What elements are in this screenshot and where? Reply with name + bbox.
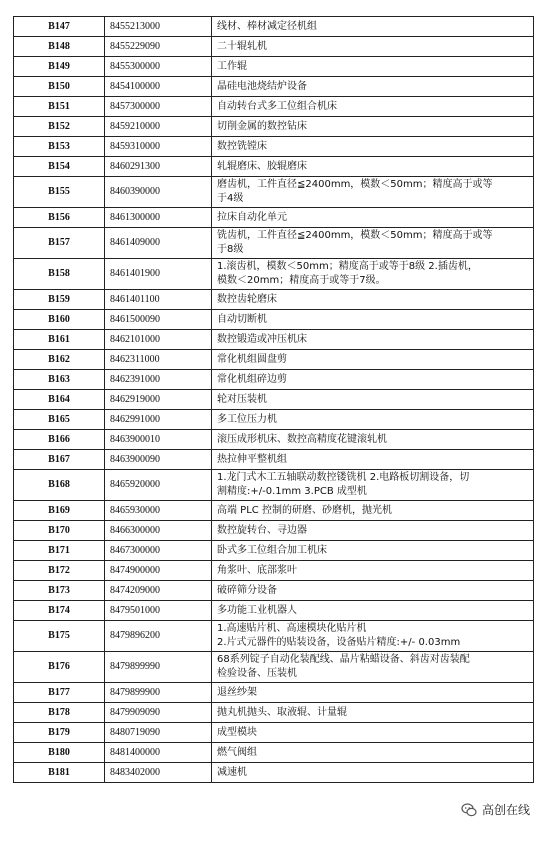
table-row — [14, 703, 534, 723]
item-description — [212, 652, 534, 683]
table-row — [14, 541, 534, 561]
hs-code: 8461401100 — [105, 290, 212, 310]
hs-code: 8474900000 — [105, 561, 212, 581]
item-description — [212, 330, 534, 350]
item-description — [212, 723, 534, 743]
item-description — [212, 228, 534, 259]
description-line: 卧式多工位组合加工机床 — [217, 544, 327, 556]
table-row — [14, 350, 534, 370]
description-line: 68系列锭子自动化装配线、晶片粘蜡设备、斜齿对齿装配 — [217, 654, 470, 665]
table-row — [14, 310, 534, 330]
table-row — [14, 763, 534, 783]
description-line: 抛丸机抛头、取液辊、计量辊 — [217, 706, 347, 718]
item-description — [212, 157, 534, 177]
hs-code: 8462991000 — [105, 410, 212, 430]
hs-code: 8457300000 — [105, 97, 212, 117]
item-id: B160 — [14, 310, 105, 330]
hs-code: 8465920000 — [105, 470, 212, 501]
item-id: B165 — [14, 410, 105, 430]
hs-code: 8479909090 — [105, 703, 212, 723]
item-id: B163 — [14, 370, 105, 390]
item-id: B149 — [14, 57, 105, 77]
hs-code: 8483402000 — [105, 763, 212, 783]
hs-code: 8459310000 — [105, 137, 212, 157]
description-line: 自动切断机 — [217, 313, 267, 325]
item-id: B178 — [14, 703, 105, 723]
item-id: B168 — [14, 470, 105, 501]
description-line: 常化机组圆盘剪 — [217, 353, 287, 365]
description-line: 数控锻造或冲压机床 — [217, 333, 307, 345]
description-line: 轧辊磨床、胶辊磨床 — [217, 160, 307, 172]
table-row — [14, 743, 534, 763]
item-id: B164 — [14, 390, 105, 410]
description-line: 二十辊轧机 — [217, 40, 267, 52]
item-description — [212, 117, 534, 137]
item-description — [212, 37, 534, 57]
table-row — [14, 177, 534, 208]
hs-code: 8474209000 — [105, 581, 212, 601]
table-row — [14, 290, 534, 310]
item-id: B147 — [14, 17, 105, 37]
table-row — [14, 330, 534, 350]
item-id: B181 — [14, 763, 105, 783]
item-description — [212, 561, 534, 581]
description-line: 数控齿轮磨床 — [217, 293, 277, 305]
description-line: 模数＜20mm；精度高于或等于7级。 — [217, 275, 386, 286]
description-line: 检验设备、压装机 — [217, 668, 297, 679]
description-line: 于4级 — [217, 193, 244, 204]
description-line: 燃气阀组 — [217, 746, 257, 758]
item-description — [212, 350, 534, 370]
table-row — [14, 601, 534, 621]
item-description — [212, 601, 534, 621]
table-row — [14, 208, 534, 228]
description-line: 多工位压力机 — [217, 413, 277, 425]
hs-code: 8463900010 — [105, 430, 212, 450]
table-row — [14, 450, 534, 470]
item-description — [212, 430, 534, 450]
hs-code: 8479501000 — [105, 601, 212, 621]
description-line: 角浆叶、底部浆叶 — [217, 564, 297, 576]
description-line: 拉床自动化单元 — [217, 211, 287, 223]
description-line: 2.片式元器件的贴装设备，设备贴片精度:+/- 0.03mm — [217, 637, 461, 648]
description-line: 减速机 — [217, 766, 247, 778]
item-description — [212, 97, 534, 117]
item-id: B166 — [14, 430, 105, 450]
item-id: B174 — [14, 601, 105, 621]
item-id: B158 — [14, 259, 105, 290]
watermark-text: 高创在线 — [481, 803, 530, 817]
item-description — [212, 521, 534, 541]
equipment-table — [13, 16, 534, 783]
item-description — [212, 703, 534, 723]
item-description — [212, 683, 534, 703]
hs-code: 8459210000 — [105, 117, 212, 137]
item-description — [212, 621, 534, 652]
description-line: 1.滚齿机，模数＜50mm；精度高于或等于8级 2.插齿机， — [217, 261, 478, 272]
item-description — [212, 390, 534, 410]
hs-code: 8461500090 — [105, 310, 212, 330]
hs-code: 8481400000 — [105, 743, 212, 763]
table-row — [14, 652, 534, 683]
item-id: B177 — [14, 683, 105, 703]
item-id: B175 — [14, 621, 105, 652]
hs-code: 8463900090 — [105, 450, 212, 470]
hs-code: 8455229090 — [105, 37, 212, 57]
item-description — [212, 57, 534, 77]
item-description — [212, 290, 534, 310]
item-id: B173 — [14, 581, 105, 601]
description-line: 破碎筛分设备 — [217, 584, 277, 596]
description-line: 晶硅电池烧结炉设备 — [217, 80, 307, 92]
table-row — [14, 97, 534, 117]
hs-code: 8479896200 — [105, 621, 212, 652]
table-row — [14, 157, 534, 177]
table-row — [14, 581, 534, 601]
item-description — [212, 450, 534, 470]
item-description — [212, 410, 534, 430]
description-line: 1.龙门式木工五轴联动数控镂铣机 2.电路板切割设备，切 — [217, 472, 470, 483]
item-id: B148 — [14, 37, 105, 57]
item-id: B151 — [14, 97, 105, 117]
item-description — [212, 208, 534, 228]
hs-code: 8479899900 — [105, 683, 212, 703]
table-row — [14, 117, 534, 137]
description-line: 磨齿机，工件直径≦2400mm，模数＜50mm；精度高于或等 — [217, 179, 493, 190]
description-line: 热拉伸平整机组 — [217, 453, 287, 465]
item-id: B179 — [14, 723, 105, 743]
item-description — [212, 259, 534, 290]
hs-code: 8460291300 — [105, 157, 212, 177]
item-description — [212, 77, 534, 97]
description-line: 自动转台式多工位组合机床 — [217, 100, 337, 112]
item-id: B169 — [14, 501, 105, 521]
hs-code: 8454100000 — [105, 77, 212, 97]
description-line: 数控旋转台、寻边器 — [217, 524, 307, 536]
hs-code: 8480719090 — [105, 723, 212, 743]
item-description — [212, 137, 534, 157]
description-line: 线材、棒材减定径机组 — [217, 20, 317, 32]
item-description — [212, 501, 534, 521]
table-row — [14, 17, 534, 37]
item-description — [212, 541, 534, 561]
description-line: 轮对压装机 — [217, 393, 267, 405]
hs-code: 8461409000 — [105, 228, 212, 259]
table-row — [14, 501, 534, 521]
item-id: B159 — [14, 290, 105, 310]
hs-code: 8455213000 — [105, 17, 212, 37]
item-id: B180 — [14, 743, 105, 763]
item-description — [212, 370, 534, 390]
hs-code: 8462391000 — [105, 370, 212, 390]
description-line: 高端 PLC 控制的研磨、砂磨机，抛光机 — [217, 504, 392, 516]
hs-code: 8466300000 — [105, 521, 212, 541]
hs-code: 8479899990 — [105, 652, 212, 683]
watermark — [457, 799, 534, 820]
hs-code: 8462919000 — [105, 390, 212, 410]
table-row — [14, 723, 534, 743]
item-id: B150 — [14, 77, 105, 97]
description-line: 于8级 — [217, 244, 244, 255]
description-line: 数控铣镗床 — [217, 140, 267, 152]
table-row — [14, 561, 534, 581]
table-row — [14, 37, 534, 57]
table-row — [14, 521, 534, 541]
table-body — [14, 17, 534, 783]
table-row — [14, 430, 534, 450]
description-line: 常化机组碎边剪 — [217, 373, 287, 385]
table-row — [14, 410, 534, 430]
item-id: B155 — [14, 177, 105, 208]
item-description — [212, 470, 534, 501]
item-id: B156 — [14, 208, 105, 228]
table-row — [14, 683, 534, 703]
description-line: 工作辊 — [217, 60, 247, 72]
table-row — [14, 470, 534, 501]
hs-code: 8462311000 — [105, 350, 212, 370]
description-line: 滚压成形机床、数控高精度花键滚轧机 — [217, 433, 387, 445]
table-row — [14, 259, 534, 290]
item-id: B171 — [14, 541, 105, 561]
hs-code: 8461401900 — [105, 259, 212, 290]
table-row — [14, 621, 534, 652]
item-id: B161 — [14, 330, 105, 350]
table-row — [14, 77, 534, 97]
item-id: B152 — [14, 117, 105, 137]
wechat-icon — [461, 802, 477, 818]
description-line: 割精度:+/-0.1mm 3.PCB 成型机 — [217, 486, 367, 497]
table-row — [14, 228, 534, 259]
item-description — [212, 743, 534, 763]
description-line: 退丝纱架 — [217, 686, 257, 698]
item-id: B154 — [14, 157, 105, 177]
item-description — [212, 177, 534, 208]
item-description — [212, 310, 534, 330]
description-line: 铣齿机，工件直径≦2400mm，模数＜50mm；精度高于或等 — [217, 230, 493, 241]
description-line: 切削金属的数控钻床 — [217, 120, 307, 132]
item-description — [212, 17, 534, 37]
hs-code: 8460390000 — [105, 177, 212, 208]
item-description — [212, 581, 534, 601]
table-row — [14, 390, 534, 410]
description-line: 成型模块 — [217, 726, 257, 738]
description-line: 多功能工业机器人 — [217, 604, 297, 616]
table-row — [14, 57, 534, 77]
item-id: B157 — [14, 228, 105, 259]
item-id: B176 — [14, 652, 105, 683]
item-description — [212, 763, 534, 783]
table-row — [14, 137, 534, 157]
hs-code: 8467300000 — [105, 541, 212, 561]
item-id: B170 — [14, 521, 105, 541]
hs-code: 8455300000 — [105, 57, 212, 77]
hs-code: 8465930000 — [105, 501, 212, 521]
table-row — [14, 370, 534, 390]
hs-code: 8461300000 — [105, 208, 212, 228]
item-id: B167 — [14, 450, 105, 470]
item-id: B172 — [14, 561, 105, 581]
description-line: 1.高速贴片机、高速模块化贴片机 — [217, 623, 367, 634]
item-id: B153 — [14, 137, 105, 157]
item-id: B162 — [14, 350, 105, 370]
hs-code: 8462101000 — [105, 330, 212, 350]
